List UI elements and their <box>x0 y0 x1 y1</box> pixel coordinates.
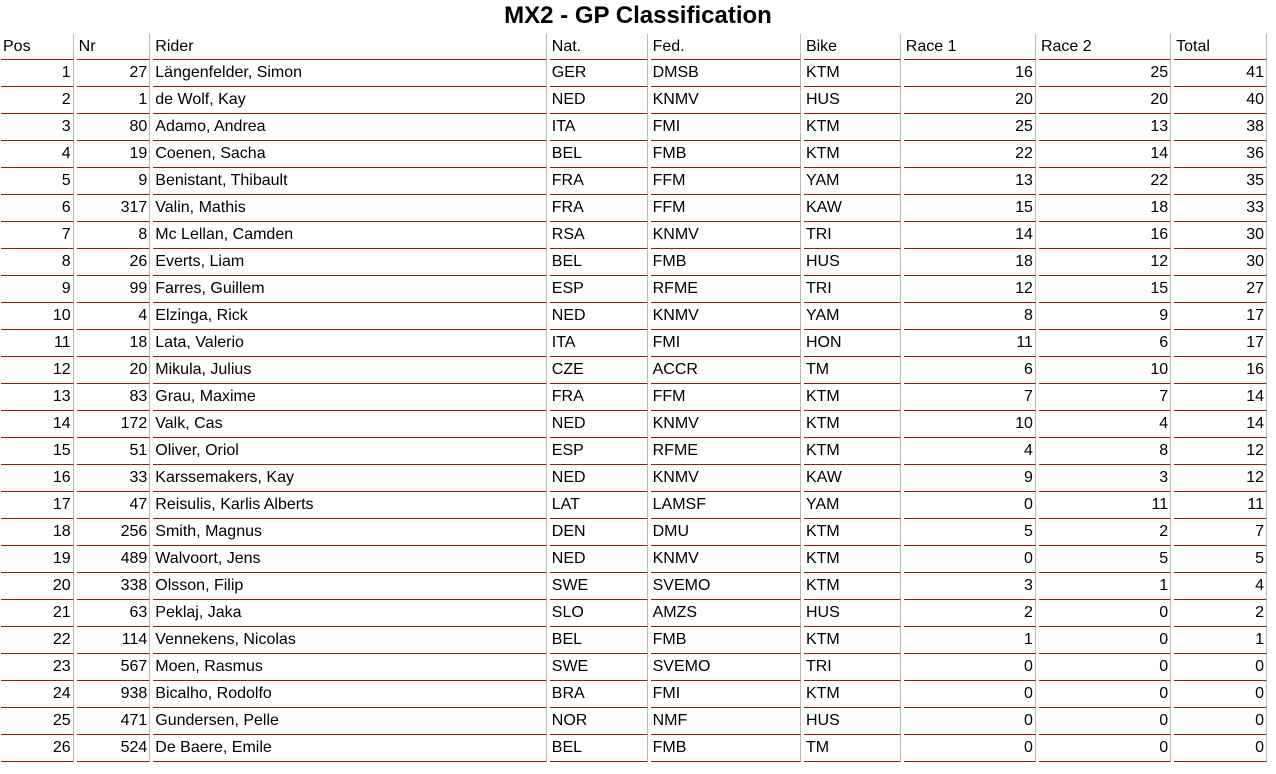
cell-total: 4 <box>1174 573 1267 600</box>
cell-total: 11 <box>1174 492 1267 519</box>
cell-nat: ITA <box>550 330 648 357</box>
cell-rider: De Baere, Emile <box>153 735 546 762</box>
cell-race2: 0 <box>1039 681 1171 708</box>
cell-pos: 20 <box>1 573 74 600</box>
cell-pos: 18 <box>1 519 74 546</box>
cell-bike: KTM <box>804 438 901 465</box>
cell-fed: FMB <box>651 141 801 168</box>
cell-nr: 26 <box>77 249 151 276</box>
cell-nr: 256 <box>77 519 151 546</box>
cell-rider: Farres, Guillem <box>153 276 546 303</box>
cell-total: 36 <box>1174 141 1267 168</box>
cell-race1: 0 <box>904 708 1036 735</box>
cell-rider: Elzinga, Rick <box>153 303 546 330</box>
table-row <box>1 708 1267 735</box>
cell-bike: KTM <box>804 60 901 87</box>
cell-rider: Adamo, Andrea <box>153 114 546 141</box>
cell-fed: FFM <box>651 168 801 195</box>
cell-bike: TRI <box>804 222 901 249</box>
cell-fed: SVEMO <box>651 654 801 681</box>
cell-rider: Grau, Maxime <box>153 384 546 411</box>
table-row <box>1 735 1267 762</box>
cell-nat: BEL <box>550 249 648 276</box>
table-row <box>1 195 1267 222</box>
table-row <box>1 384 1267 411</box>
table-row <box>1 465 1267 492</box>
cell-total: 41 <box>1174 60 1267 87</box>
cell-fed: KNMV <box>651 465 801 492</box>
cell-race2: 1 <box>1039 573 1171 600</box>
table-row <box>1 330 1267 357</box>
cell-race1: 14 <box>904 222 1036 249</box>
cell-race2: 3 <box>1039 465 1171 492</box>
cell-nat: DEN <box>550 519 648 546</box>
table-row <box>1 492 1267 519</box>
cell-race2: 4 <box>1039 411 1171 438</box>
cell-race1: 0 <box>904 681 1036 708</box>
cell-nr: 471 <box>77 708 151 735</box>
cell-pos: 12 <box>1 357 74 384</box>
cell-nat: ESP <box>550 438 648 465</box>
table-header-row <box>1 34 1267 60</box>
cell-total: 17 <box>1174 330 1267 357</box>
cell-race1: 13 <box>904 168 1036 195</box>
cell-nat: BRA <box>550 681 648 708</box>
cell-nat: NED <box>550 87 648 114</box>
cell-nat: ESP <box>550 276 648 303</box>
cell-race1: 3 <box>904 573 1036 600</box>
column-header-rider: Rider <box>153 34 546 60</box>
cell-bike: HUS <box>804 249 901 276</box>
cell-race2: 0 <box>1039 627 1171 654</box>
cell-nat: BEL <box>550 735 648 762</box>
cell-total: 0 <box>1174 735 1267 762</box>
cell-race2: 0 <box>1039 708 1171 735</box>
cell-race1: 1 <box>904 627 1036 654</box>
cell-nat: ITA <box>550 114 648 141</box>
cell-nr: 8 <box>77 222 151 249</box>
cell-bike: KTM <box>804 411 901 438</box>
cell-rider: Oliver, Oriol <box>153 438 546 465</box>
cell-nr: 317 <box>77 195 151 222</box>
cell-fed: KNMV <box>651 303 801 330</box>
cell-fed: FMB <box>651 627 801 654</box>
cell-nr: 33 <box>77 465 151 492</box>
cell-rider: Walvoort, Jens <box>153 546 546 573</box>
cell-nr: 9 <box>77 168 151 195</box>
column-header-pos: Pos <box>1 34 74 60</box>
cell-bike: KTM <box>804 573 901 600</box>
cell-race2: 0 <box>1039 735 1171 762</box>
cell-race1: 7 <box>904 384 1036 411</box>
cell-nr: 524 <box>77 735 151 762</box>
cell-rider: Moen, Rasmus <box>153 654 546 681</box>
cell-pos: 1 <box>1 60 74 87</box>
table-row <box>1 600 1267 627</box>
cell-nr: 4 <box>77 303 151 330</box>
cell-pos: 13 <box>1 384 74 411</box>
cell-fed: FFM <box>651 195 801 222</box>
cell-fed: KNMV <box>651 87 801 114</box>
cell-total: 16 <box>1174 357 1267 384</box>
cell-nr: 83 <box>77 384 151 411</box>
column-header-race1: Race 1 <box>904 34 1036 60</box>
cell-nr: 1 <box>77 87 151 114</box>
cell-race1: 25 <box>904 114 1036 141</box>
cell-race1: 16 <box>904 60 1036 87</box>
cell-race2: 0 <box>1039 654 1171 681</box>
cell-bike: KTM <box>804 519 901 546</box>
cell-pos: 16 <box>1 465 74 492</box>
table-row <box>1 681 1267 708</box>
cell-pos: 5 <box>1 168 74 195</box>
table-row <box>1 114 1267 141</box>
cell-nr: 27 <box>77 60 151 87</box>
cell-total: 40 <box>1174 87 1267 114</box>
cell-fed: FMB <box>651 735 801 762</box>
cell-rider: Längenfelder, Simon <box>153 60 546 87</box>
cell-rider: Valk, Cas <box>153 411 546 438</box>
table-row <box>1 276 1267 303</box>
table-row <box>1 60 1267 87</box>
cell-total: 14 <box>1174 411 1267 438</box>
cell-rider: de Wolf, Kay <box>153 87 546 114</box>
cell-rider: Mc Lellan, Camden <box>153 222 546 249</box>
cell-race2: 7 <box>1039 384 1171 411</box>
cell-rider: Smith, Magnus <box>153 519 546 546</box>
cell-bike: YAM <box>804 303 901 330</box>
cell-nr: 172 <box>77 411 151 438</box>
column-header-fed: Fed. <box>651 34 801 60</box>
cell-fed: KNMV <box>651 411 801 438</box>
cell-nat: BEL <box>550 141 648 168</box>
cell-race1: 0 <box>904 492 1036 519</box>
cell-nat: LAT <box>550 492 648 519</box>
cell-fed: ACCR <box>651 357 801 384</box>
cell-pos: 6 <box>1 195 74 222</box>
cell-total: 14 <box>1174 384 1267 411</box>
cell-race2: 13 <box>1039 114 1171 141</box>
cell-rider: Reisulis, Karlis Alberts <box>153 492 546 519</box>
cell-bike: KTM <box>804 546 901 573</box>
cell-total: 1 <box>1174 627 1267 654</box>
cell-nr: 20 <box>77 357 151 384</box>
cell-nat: FRA <box>550 195 648 222</box>
cell-race1: 4 <box>904 438 1036 465</box>
table-row <box>1 627 1267 654</box>
cell-nat: BEL <box>550 627 648 654</box>
cell-nat: SLO <box>550 600 648 627</box>
cell-race1: 0 <box>904 546 1036 573</box>
cell-bike: KTM <box>804 141 901 168</box>
cell-total: 17 <box>1174 303 1267 330</box>
table-row <box>1 546 1267 573</box>
column-header-bike: Bike <box>804 34 901 60</box>
cell-pos: 17 <box>1 492 74 519</box>
cell-nr: 19 <box>77 141 151 168</box>
cell-pos: 22 <box>1 627 74 654</box>
cell-race2: 9 <box>1039 303 1171 330</box>
cell-nr: 938 <box>77 681 151 708</box>
cell-bike: HUS <box>804 708 901 735</box>
table-row <box>1 654 1267 681</box>
cell-race2: 14 <box>1039 141 1171 168</box>
cell-fed: FFM <box>651 384 801 411</box>
table-row <box>1 303 1267 330</box>
cell-total: 38 <box>1174 114 1267 141</box>
cell-race1: 9 <box>904 465 1036 492</box>
table-row <box>1 168 1267 195</box>
cell-race2: 0 <box>1039 600 1171 627</box>
cell-nat: NED <box>550 465 648 492</box>
cell-race2: 11 <box>1039 492 1171 519</box>
cell-nr: 80 <box>77 114 151 141</box>
cell-nr: 489 <box>77 546 151 573</box>
cell-fed: KNMV <box>651 546 801 573</box>
cell-fed: FMI <box>651 114 801 141</box>
cell-bike: TM <box>804 735 901 762</box>
table-row <box>1 411 1267 438</box>
cell-rider: Everts, Liam <box>153 249 546 276</box>
cell-race1: 0 <box>904 654 1036 681</box>
cell-fed: DMU <box>651 519 801 546</box>
cell-pos: 21 <box>1 600 74 627</box>
cell-nat: SWE <box>550 573 648 600</box>
cell-race2: 25 <box>1039 60 1171 87</box>
cell-nr: 51 <box>77 438 151 465</box>
cell-fed: KNMV <box>651 222 801 249</box>
cell-rider: Bicalho, Rodolfo <box>153 681 546 708</box>
cell-nat: NED <box>550 411 648 438</box>
cell-rider: Karssemakers, Kay <box>153 465 546 492</box>
cell-pos: 19 <box>1 546 74 573</box>
cell-rider: Mikula, Julius <box>153 357 546 384</box>
cell-total: 12 <box>1174 438 1267 465</box>
cell-nat: CZE <box>550 357 648 384</box>
cell-bike: KAW <box>804 465 901 492</box>
cell-rider: Gundersen, Pelle <box>153 708 546 735</box>
cell-bike: YAM <box>804 168 901 195</box>
cell-race1: 20 <box>904 87 1036 114</box>
classification-table <box>0 34 1270 762</box>
cell-race1: 8 <box>904 303 1036 330</box>
cell-race2: 8 <box>1039 438 1171 465</box>
cell-total: 2 <box>1174 600 1267 627</box>
cell-total: 27 <box>1174 276 1267 303</box>
cell-bike: KAW <box>804 195 901 222</box>
cell-fed: LAMSF <box>651 492 801 519</box>
table-row <box>1 141 1267 168</box>
table-body <box>1 60 1267 762</box>
cell-pos: 23 <box>1 654 74 681</box>
cell-fed: FMI <box>651 681 801 708</box>
cell-total: 7 <box>1174 519 1267 546</box>
cell-total: 30 <box>1174 222 1267 249</box>
column-header-total: Total <box>1174 34 1267 60</box>
cell-pos: 8 <box>1 249 74 276</box>
cell-fed: NMF <box>651 708 801 735</box>
cell-bike: KTM <box>804 384 901 411</box>
cell-race2: 18 <box>1039 195 1171 222</box>
cell-pos: 25 <box>1 708 74 735</box>
cell-race1: 15 <box>904 195 1036 222</box>
cell-fed: FMB <box>651 249 801 276</box>
cell-bike: KTM <box>804 114 901 141</box>
cell-nat: RSA <box>550 222 648 249</box>
cell-nat: SWE <box>550 654 648 681</box>
table-row <box>1 573 1267 600</box>
table-row <box>1 249 1267 276</box>
table-row <box>1 222 1267 249</box>
cell-nr: 47 <box>77 492 151 519</box>
column-header-nr: Nr <box>77 34 151 60</box>
cell-total: 33 <box>1174 195 1267 222</box>
cell-total: 5 <box>1174 546 1267 573</box>
cell-nat: NED <box>550 303 648 330</box>
column-header-race2: Race 2 <box>1039 34 1171 60</box>
cell-bike: TRI <box>804 276 901 303</box>
cell-rider: Olsson, Filip <box>153 573 546 600</box>
cell-pos: 9 <box>1 276 74 303</box>
cell-bike: HON <box>804 330 901 357</box>
cell-total: 35 <box>1174 168 1267 195</box>
cell-fed: RFME <box>651 276 801 303</box>
table-row <box>1 438 1267 465</box>
cell-race2: 16 <box>1039 222 1171 249</box>
cell-nr: 18 <box>77 330 151 357</box>
cell-pos: 11 <box>1 330 74 357</box>
cell-race2: 2 <box>1039 519 1171 546</box>
cell-race1: 10 <box>904 411 1036 438</box>
cell-total: 12 <box>1174 465 1267 492</box>
cell-fed: AMZS <box>651 600 801 627</box>
cell-pos: 2 <box>1 87 74 114</box>
cell-nr: 567 <box>77 654 151 681</box>
cell-pos: 24 <box>1 681 74 708</box>
cell-rider: Vennekens, Nicolas <box>153 627 546 654</box>
cell-pos: 7 <box>1 222 74 249</box>
column-header-nat: Nat. <box>550 34 648 60</box>
cell-pos: 15 <box>1 438 74 465</box>
cell-fed: FMI <box>651 330 801 357</box>
cell-nat: GER <box>550 60 648 87</box>
cell-bike: HUS <box>804 600 901 627</box>
cell-total: 0 <box>1174 681 1267 708</box>
cell-total: 0 <box>1174 708 1267 735</box>
cell-race1: 0 <box>904 735 1036 762</box>
cell-rider: Lata, Valerio <box>153 330 546 357</box>
cell-pos: 26 <box>1 735 74 762</box>
page-title: MX2 - GP Classification <box>504 2 772 29</box>
cell-bike: HUS <box>804 87 901 114</box>
table-row <box>1 357 1267 384</box>
cell-race2: 12 <box>1039 249 1171 276</box>
cell-race1: 5 <box>904 519 1036 546</box>
cell-race2: 6 <box>1039 330 1171 357</box>
cell-pos: 4 <box>1 141 74 168</box>
cell-rider: Benistant, Thibault <box>153 168 546 195</box>
cell-total: 0 <box>1174 654 1267 681</box>
cell-bike: KTM <box>804 627 901 654</box>
cell-fed: SVEMO <box>651 573 801 600</box>
cell-bike: TRI <box>804 654 901 681</box>
cell-race1: 18 <box>904 249 1036 276</box>
cell-fed: RFME <box>651 438 801 465</box>
cell-nat: FRA <box>550 384 648 411</box>
cell-pos: 14 <box>1 411 74 438</box>
cell-nr: 63 <box>77 600 151 627</box>
cell-total: 30 <box>1174 249 1267 276</box>
cell-race1: 2 <box>904 600 1036 627</box>
cell-nat: NOR <box>550 708 648 735</box>
cell-bike: YAM <box>804 492 901 519</box>
cell-race1: 11 <box>904 330 1036 357</box>
cell-bike: TM <box>804 357 901 384</box>
cell-nr: 99 <box>77 276 151 303</box>
cell-race2: 20 <box>1039 87 1171 114</box>
table-row <box>1 87 1267 114</box>
table-row <box>1 519 1267 546</box>
cell-nr: 114 <box>77 627 151 654</box>
cell-race1: 22 <box>904 141 1036 168</box>
cell-race2: 22 <box>1039 168 1171 195</box>
cell-rider: Peklaj, Jaka <box>153 600 546 627</box>
cell-nr: 338 <box>77 573 151 600</box>
cell-pos: 10 <box>1 303 74 330</box>
cell-nat: NED <box>550 546 648 573</box>
cell-race2: 10 <box>1039 357 1171 384</box>
cell-race1: 6 <box>904 357 1036 384</box>
cell-rider: Valin, Mathis <box>153 195 546 222</box>
cell-nat: FRA <box>550 168 648 195</box>
cell-race2: 5 <box>1039 546 1171 573</box>
cell-rider: Coenen, Sacha <box>153 141 546 168</box>
cell-bike: KTM <box>804 681 901 708</box>
cell-race1: 12 <box>904 276 1036 303</box>
cell-fed: DMSB <box>651 60 801 87</box>
cell-pos: 3 <box>1 114 74 141</box>
cell-race2: 15 <box>1039 276 1171 303</box>
